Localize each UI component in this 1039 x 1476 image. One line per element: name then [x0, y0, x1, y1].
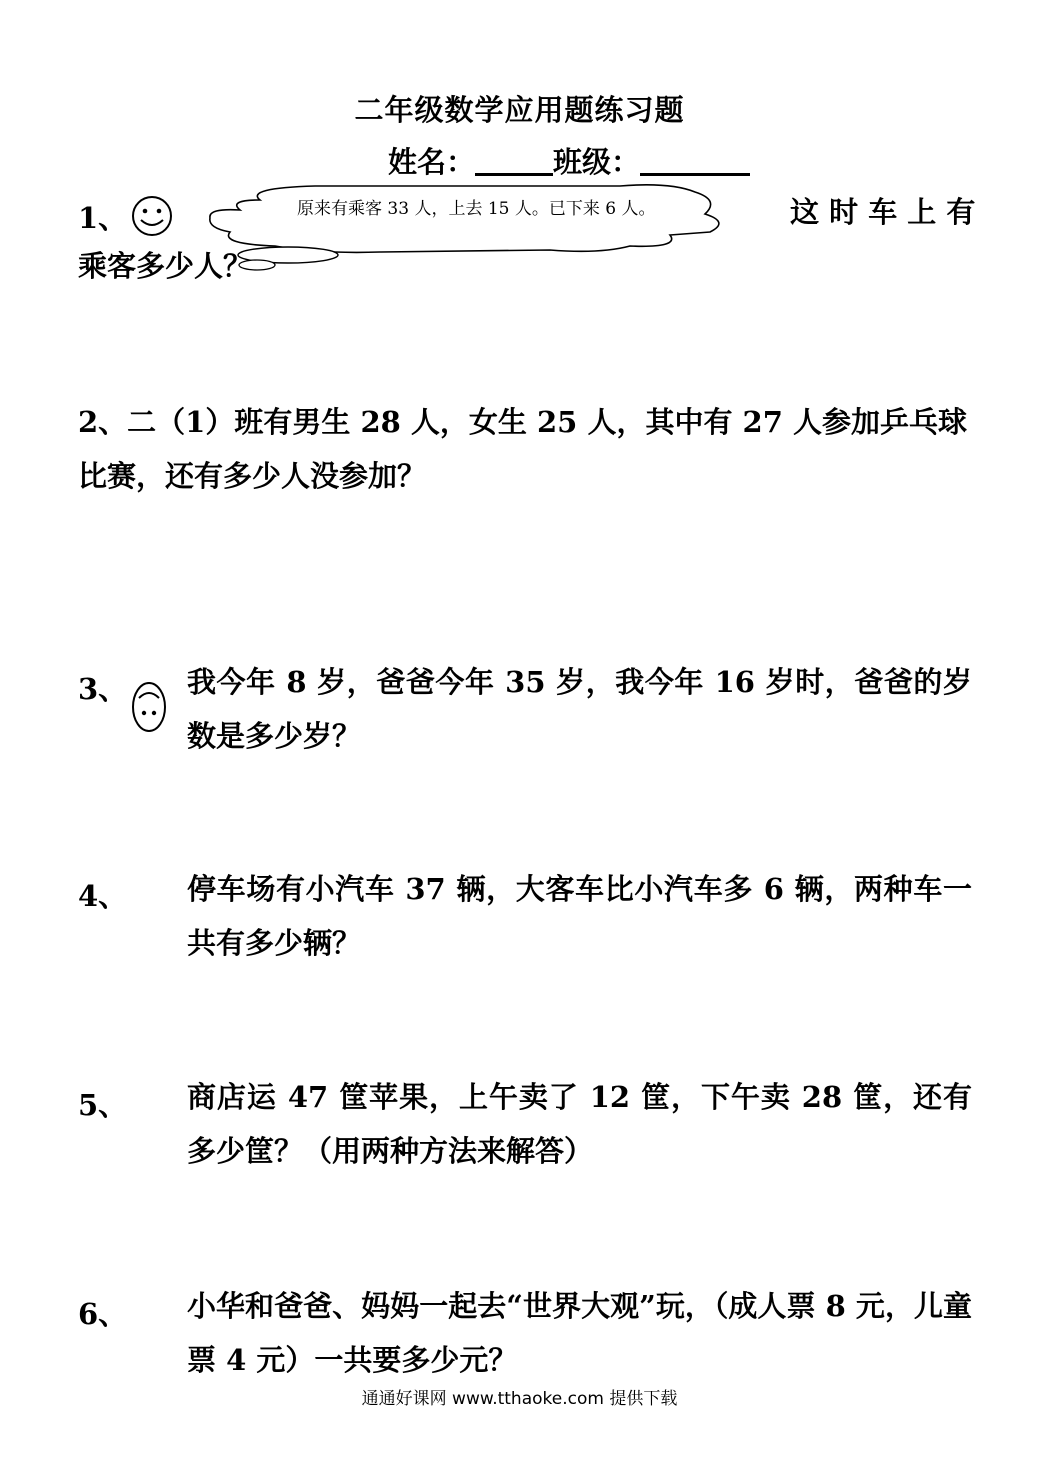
q6-number: 6、 [78, 1297, 128, 1331]
q1-tail: 这 时 车 上 有 [790, 195, 976, 229]
q6-text: 小华和爸爸、妈妈一起去“世界大观”玩，（成人票 8 元，儿童票 4 元）一共要多少元？ [187, 1289, 972, 1377]
q2-line1: 2、二（1）班有男生 28 人，女生 25 人，其中有 27 人参加乒乓球 [78, 405, 968, 439]
q5-text: 商店运 47 筐苹果，上午卖了 12 筐，下午卖 28 筐，还有多少筐？（用两种方法来解答） [187, 1080, 972, 1168]
page-title: 二年级数学应用题练习题 [354, 93, 685, 127]
q1-line2: 乘客多少人？ [78, 249, 253, 283]
footer-credit: 通通好课网 www.tthaoke.com 提供下载 [361, 1389, 678, 1409]
q5-number: 5、 [78, 1088, 128, 1122]
name-label: 姓名： [388, 145, 476, 179]
class-label: 班级： [553, 145, 641, 179]
name-blank[interactable] [475, 143, 553, 176]
name-class-line [388, 140, 750, 181]
q2-line2: 比赛，还有多少人没参加？ [78, 459, 427, 493]
q4-number: 4、 [78, 879, 128, 913]
q1-number: 1、 [78, 201, 128, 235]
q3-number: 3、 [78, 672, 128, 706]
q3-text: 我今年 8 岁，爸爸今年 35 岁，我今年 16 岁时，爸爸的岁数是多少岁？ [187, 665, 972, 753]
q4-text: 停车场有小汽车 37 辆，大客车比小汽车多 6 辆，两种车一共有多少辆？ [187, 872, 972, 960]
q1-cloud-text: 原来有乘客 33 人，上去 15 人。已下来 6 人。 [297, 199, 656, 219]
class-blank[interactable] [640, 143, 750, 176]
smiley-face-icon [128, 193, 176, 239]
upside-face-icon [130, 680, 168, 734]
